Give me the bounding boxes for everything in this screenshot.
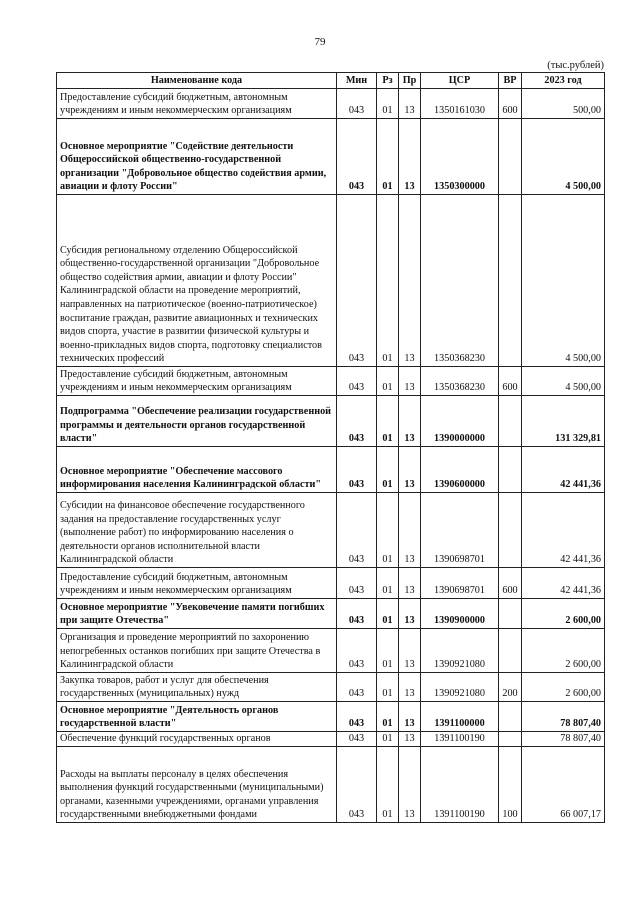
cell-min: 043 — [337, 732, 377, 747]
cell-name: Основное мероприятие "Деятельность органов государственной власти" — [57, 702, 337, 732]
cell-vr: 200 — [499, 673, 522, 702]
table-row — [57, 396, 605, 447]
cell-min: 043 — [337, 447, 377, 493]
cell-sum: 78 807,40 — [522, 702, 605, 732]
cell-min: 043 — [337, 673, 377, 702]
cell-name: Основное мероприятие "Увековечение памяти погибших при защите Отечества" — [57, 599, 337, 629]
page-number: 79 — [314, 36, 326, 48]
cell-csr: 1391100190 — [421, 732, 499, 747]
cell-rz: 01 — [377, 732, 399, 747]
cell-rz: 01 — [377, 629, 399, 673]
cell-min: 043 — [337, 599, 377, 629]
table-row — [57, 493, 605, 568]
cell-rz: 01 — [377, 195, 399, 367]
cell-pr: 13 — [399, 493, 421, 568]
cell-min: 043 — [337, 629, 377, 673]
cell-min: 043 — [337, 493, 377, 568]
cell-name: Субсидия региональному отделению Общероссийской общественно-государственной организации "Добровольное общество содействия армии, авиации и флоту России" Калининградской области на проведение мероприятий, направленных на патриотическое (военно-патриотическое) воспитание граждан, развитие авиационных и технических видов спорта, участие в развитии физической культуры и военно-прикладных видов спорта, подготовку специалистов технических профессий — [57, 195, 337, 367]
cell-csr: 1390000000 — [421, 396, 499, 447]
table-row — [57, 732, 605, 747]
cell-sum: 42 441,36 — [522, 493, 605, 568]
cell-csr: 1390921080 — [421, 673, 499, 702]
cell-vr — [499, 396, 522, 447]
cell-rz: 01 — [377, 493, 399, 568]
cell-vr: 600 — [499, 367, 522, 396]
cell-pr: 13 — [399, 599, 421, 629]
cell-pr: 13 — [399, 732, 421, 747]
cell-min: 043 — [337, 89, 377, 119]
cell-name: Подпрограмма "Обеспечение реализации государственной программы и деятельности органов государственной власти" — [57, 396, 337, 447]
cell-min: 043 — [337, 367, 377, 396]
cell-name: Предоставление субсидий бюджетным, автономным учреждениям и иным некоммерческим организациям — [57, 367, 337, 396]
header-csr: ЦСР — [421, 73, 499, 89]
cell-csr: 1350368230 — [421, 367, 499, 396]
table-row — [57, 447, 605, 493]
cell-name: Закупка товаров, работ и услуг для обеспечения государственных (муниципальных) нужд — [57, 673, 337, 702]
cell-pr: 13 — [399, 568, 421, 599]
cell-rz: 01 — [377, 702, 399, 732]
cell-csr: 1390600000 — [421, 447, 499, 493]
table-body — [57, 89, 605, 823]
cell-sum: 131 329,81 — [522, 396, 605, 447]
cell-sum: 42 441,36 — [522, 447, 605, 493]
table-row — [57, 568, 605, 599]
cell-rz: 01 — [377, 367, 399, 396]
cell-sum: 4 500,00 — [522, 119, 605, 195]
cell-rz: 01 — [377, 747, 399, 823]
cell-pr: 13 — [399, 447, 421, 493]
cell-csr: 1350161030 — [421, 89, 499, 119]
cell-pr: 13 — [399, 119, 421, 195]
cell-name: Обеспечение функций государственных органов — [57, 732, 337, 747]
units-label: (тыс.рублей) — [547, 60, 604, 71]
cell-rz: 01 — [377, 673, 399, 702]
table-row — [57, 599, 605, 629]
cell-vr — [499, 447, 522, 493]
cell-pr: 13 — [399, 629, 421, 673]
cell-vr: 100 — [499, 747, 522, 823]
cell-sum: 78 807,40 — [522, 732, 605, 747]
cell-pr: 13 — [399, 195, 421, 367]
cell-sum: 2 600,00 — [522, 673, 605, 702]
cell-vr — [499, 119, 522, 195]
cell-vr — [499, 195, 522, 367]
cell-name: Предоставление субсидий бюджетным, автономным учреждениям и иным некоммерческим организациям — [57, 89, 337, 119]
cell-sum: 2 600,00 — [522, 629, 605, 673]
cell-vr: 600 — [499, 89, 522, 119]
table-row — [57, 89, 605, 119]
cell-name: Организация и проведение мероприятий по захоронению непогребенных останков погибших при защите Отечества в Калининградской области — [57, 629, 337, 673]
cell-min: 043 — [337, 195, 377, 367]
cell-min: 043 — [337, 568, 377, 599]
header-min: Мин — [337, 73, 377, 89]
cell-sum: 66 007,17 — [522, 747, 605, 823]
table-row — [57, 629, 605, 673]
cell-sum: 42 441,36 — [522, 568, 605, 599]
budget-table — [56, 72, 605, 823]
cell-min: 043 — [337, 119, 377, 195]
cell-pr: 13 — [399, 702, 421, 732]
header-sum: 2023 год — [522, 73, 605, 89]
cell-rz: 01 — [377, 89, 399, 119]
cell-pr: 13 — [399, 673, 421, 702]
cell-pr: 13 — [399, 367, 421, 396]
header-rz: Рз — [377, 73, 399, 89]
cell-min: 043 — [337, 702, 377, 732]
cell-csr: 1390900000 — [421, 599, 499, 629]
cell-sum: 4 500,00 — [522, 367, 605, 396]
cell-rz: 01 — [377, 568, 399, 599]
cell-csr: 1391100000 — [421, 702, 499, 732]
table-row — [57, 367, 605, 396]
cell-rz: 01 — [377, 599, 399, 629]
cell-sum: 2 600,00 — [522, 599, 605, 629]
cell-sum: 500,00 — [522, 89, 605, 119]
cell-csr: 1390698701 — [421, 568, 499, 599]
cell-rz: 01 — [377, 447, 399, 493]
cell-csr: 1390921080 — [421, 629, 499, 673]
cell-sum: 4 500,00 — [522, 195, 605, 367]
cell-name: Расходы на выплаты персоналу в целях обеспечения выполнения функций государственными (муниципальными) органами, казенными учреждениями, органами управления государственными внебюджетными фондами — [57, 747, 337, 823]
cell-vr: 600 — [499, 568, 522, 599]
cell-csr: 1390698701 — [421, 493, 499, 568]
cell-vr — [499, 702, 522, 732]
cell-name: Субсидии на финансовое обеспечение государственного задания на предоставление государственных услуг (выполнение работ) по информированию населения о деятельности органов исполнительной власти Калининградской области — [57, 493, 337, 568]
cell-csr: 1350300000 — [421, 119, 499, 195]
cell-pr: 13 — [399, 396, 421, 447]
cell-vr — [499, 493, 522, 568]
cell-csr: 1350368230 — [421, 195, 499, 367]
table-row — [57, 195, 605, 367]
cell-pr: 13 — [399, 89, 421, 119]
cell-min: 043 — [337, 396, 377, 447]
table-row — [57, 702, 605, 732]
cell-vr — [499, 732, 522, 747]
cell-pr: 13 — [399, 747, 421, 823]
cell-name: Основное мероприятие "Обеспечение массового информирования населения Калининградской области" — [57, 447, 337, 493]
cell-name: Основное мероприятие "Содействие деятельности Общероссийской общественно-государственной организации "Добровольное общество содействия армии, авиации и флоту России" — [57, 119, 337, 195]
table-row — [57, 119, 605, 195]
cell-rz: 01 — [377, 396, 399, 447]
header-name: Наименование кода — [57, 73, 337, 89]
cell-vr — [499, 599, 522, 629]
table-row — [57, 673, 605, 702]
header-vr: ВР — [499, 73, 522, 89]
cell-csr: 1391100190 — [421, 747, 499, 823]
header-pr: Пр — [399, 73, 421, 89]
cell-name: Предоставление субсидий бюджетным, автономным учреждениям и иным некоммерческим организациям — [57, 568, 337, 599]
cell-min: 043 — [337, 747, 377, 823]
cell-rz: 01 — [377, 119, 399, 195]
table-header-row — [57, 73, 605, 89]
table-row — [57, 747, 605, 823]
cell-vr — [499, 629, 522, 673]
